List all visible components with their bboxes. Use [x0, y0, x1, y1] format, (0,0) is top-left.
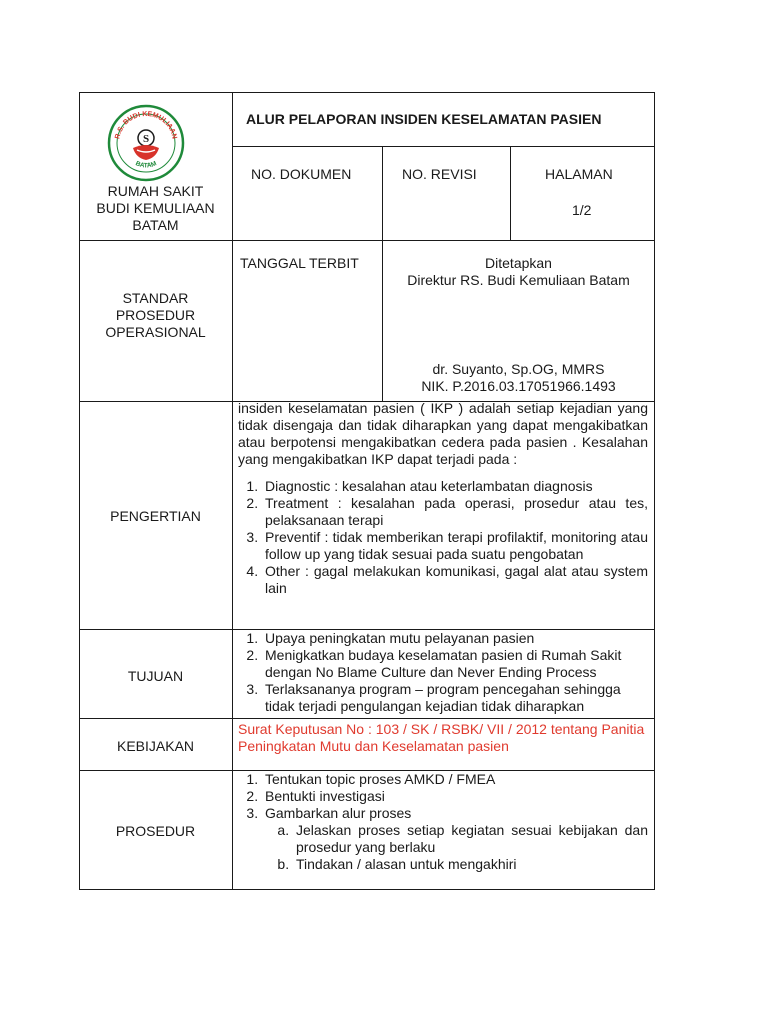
kebijakan-text: Surat Keputusan No : 103 / SK / RSBK/ VII / 2012 tentang Panitia Peningkatan Mutu dan Keselamatan pasien	[238, 721, 645, 754]
no-dokumen-label: NO. DOKUMEN	[251, 166, 352, 182]
prosedur-label: PROSEDUR	[115, 823, 196, 839]
table-border-right	[654, 92, 655, 890]
direktur-label: Direktur RS. Budi Kemuliaan Batam	[407, 272, 630, 288]
prosedur-item	[262, 805, 648, 873]
tujuan-item: 2. Menigkatkan budaya keselamatan pasien di Rumah Sakit dengan No Blame Culture dan Never Ending Process	[262, 647, 648, 681]
tujuan-list	[238, 630, 648, 715]
prosedur-content	[238, 771, 648, 873]
pengertian-label: PENGERTIAN	[110, 508, 201, 524]
pengertian-list	[238, 478, 648, 597]
sop-label-line-2: PROSEDUR	[115, 307, 196, 323]
row-divider-tujuan	[79, 718, 655, 719]
logo-text-top: R.S. BUDI KEMULIAAN	[114, 110, 178, 140]
row-divider-header	[79, 240, 655, 241]
pengertian-item: 4. Other : gagal melakukan komunikasi, gagal alat atau system lain	[262, 563, 648, 597]
kebijakan-label: KEBIJAKAN	[116, 738, 195, 754]
signer-nik: NIK. P.2016.03.17051966.1493	[421, 378, 616, 394]
row-divider-title	[232, 146, 655, 147]
sop-label	[79, 290, 232, 341]
pengertian-intro: insiden keselamatan pasien ( IKP ) adalah setiap kejadian yang tidak disengaja dan tidak diharapkan yang dapat mengakibatkan atau berpotensi mengakibatkan cedera pada pasien . Kesalahan yang mengakibatkan IKP dapat terjadi pada :	[238, 400, 648, 467]
column-divider-main	[232, 92, 233, 890]
prosedur-subitem: a. Jelaskan proses setiap kegiatan sesuai kebijakan dan prosedur yang berlaku	[293, 822, 648, 856]
signature-block	[383, 361, 654, 395]
hospital-name-line-2: BUDI KEMULIAAN	[96, 200, 215, 216]
prosedur-list	[238, 771, 648, 873]
prosedur-subitem: b. Tindakan / alasan untuk mengakhiri	[293, 856, 648, 873]
prosedur-sublist	[265, 822, 648, 873]
table-border-bottom	[79, 889, 655, 890]
ditetapkan	[383, 255, 654, 289]
svg-text:S: S	[142, 133, 150, 145]
hospital-name-line-1: RUMAH SAKIT	[107, 183, 204, 199]
hospital-name	[79, 183, 232, 234]
tujuan-content	[238, 630, 648, 715]
ditetapkan-label: Ditetapkan	[485, 255, 552, 271]
sop-label-line-3: OPERASIONAL	[105, 324, 206, 340]
halaman-label: HALAMAN	[545, 166, 613, 182]
no-revisi-label: NO. REVISI	[402, 166, 477, 182]
table-border-top	[79, 92, 655, 93]
sop-table	[79, 92, 655, 890]
pengertian-item: 3. Preventif : tidak memberikan terapi profilaktif, monitoring atau follow up yang tidak sesuai pada suatu pengobatan	[262, 529, 648, 563]
prosedur-item: 2. Bentukti investigasi	[262, 788, 648, 805]
tujuan-item: 1. Upaya peningkatan mutu pelayanan pasien	[262, 630, 648, 647]
prosedur-item-text: Gambarkan alur proses	[265, 805, 412, 821]
sop-label-line-1: STANDAR	[122, 290, 189, 306]
hospital-logo	[107, 104, 185, 182]
pengertian-content	[238, 400, 648, 597]
pengertian-item: 2. Treatment : kesalahan pada operasi, prosedur atau tes, pelaksanaan terapi	[262, 495, 648, 529]
tujuan-label: TUJUAN	[127, 668, 184, 684]
hospital-name-line-3: BATAM	[132, 217, 179, 233]
signer-name: dr. Suyanto, Sp.OG, MMRS	[432, 361, 605, 377]
document-title: ALUR PELAPORAN INSIDEN KESELAMATAN PASIEN	[246, 111, 602, 127]
tanggal-terbit-label: TANGGAL TERBIT	[240, 255, 359, 271]
prosedur-item: 1. Tentukan topic proses AMKD / FMEA	[262, 771, 648, 788]
halaman-value: 1/2	[572, 202, 592, 218]
logo-text-bottom: BATAM	[134, 160, 158, 170]
tujuan-item: 3. Terlaksananya program – program pencegahan sehingga tidak terjadi pengulangan kejadian tidak diharapkan	[262, 681, 648, 715]
column-divider-halaman	[510, 146, 511, 240]
pengertian-item: 1. Diagnostic : kesalahan atau keterlambatan diagnosis	[262, 478, 648, 495]
